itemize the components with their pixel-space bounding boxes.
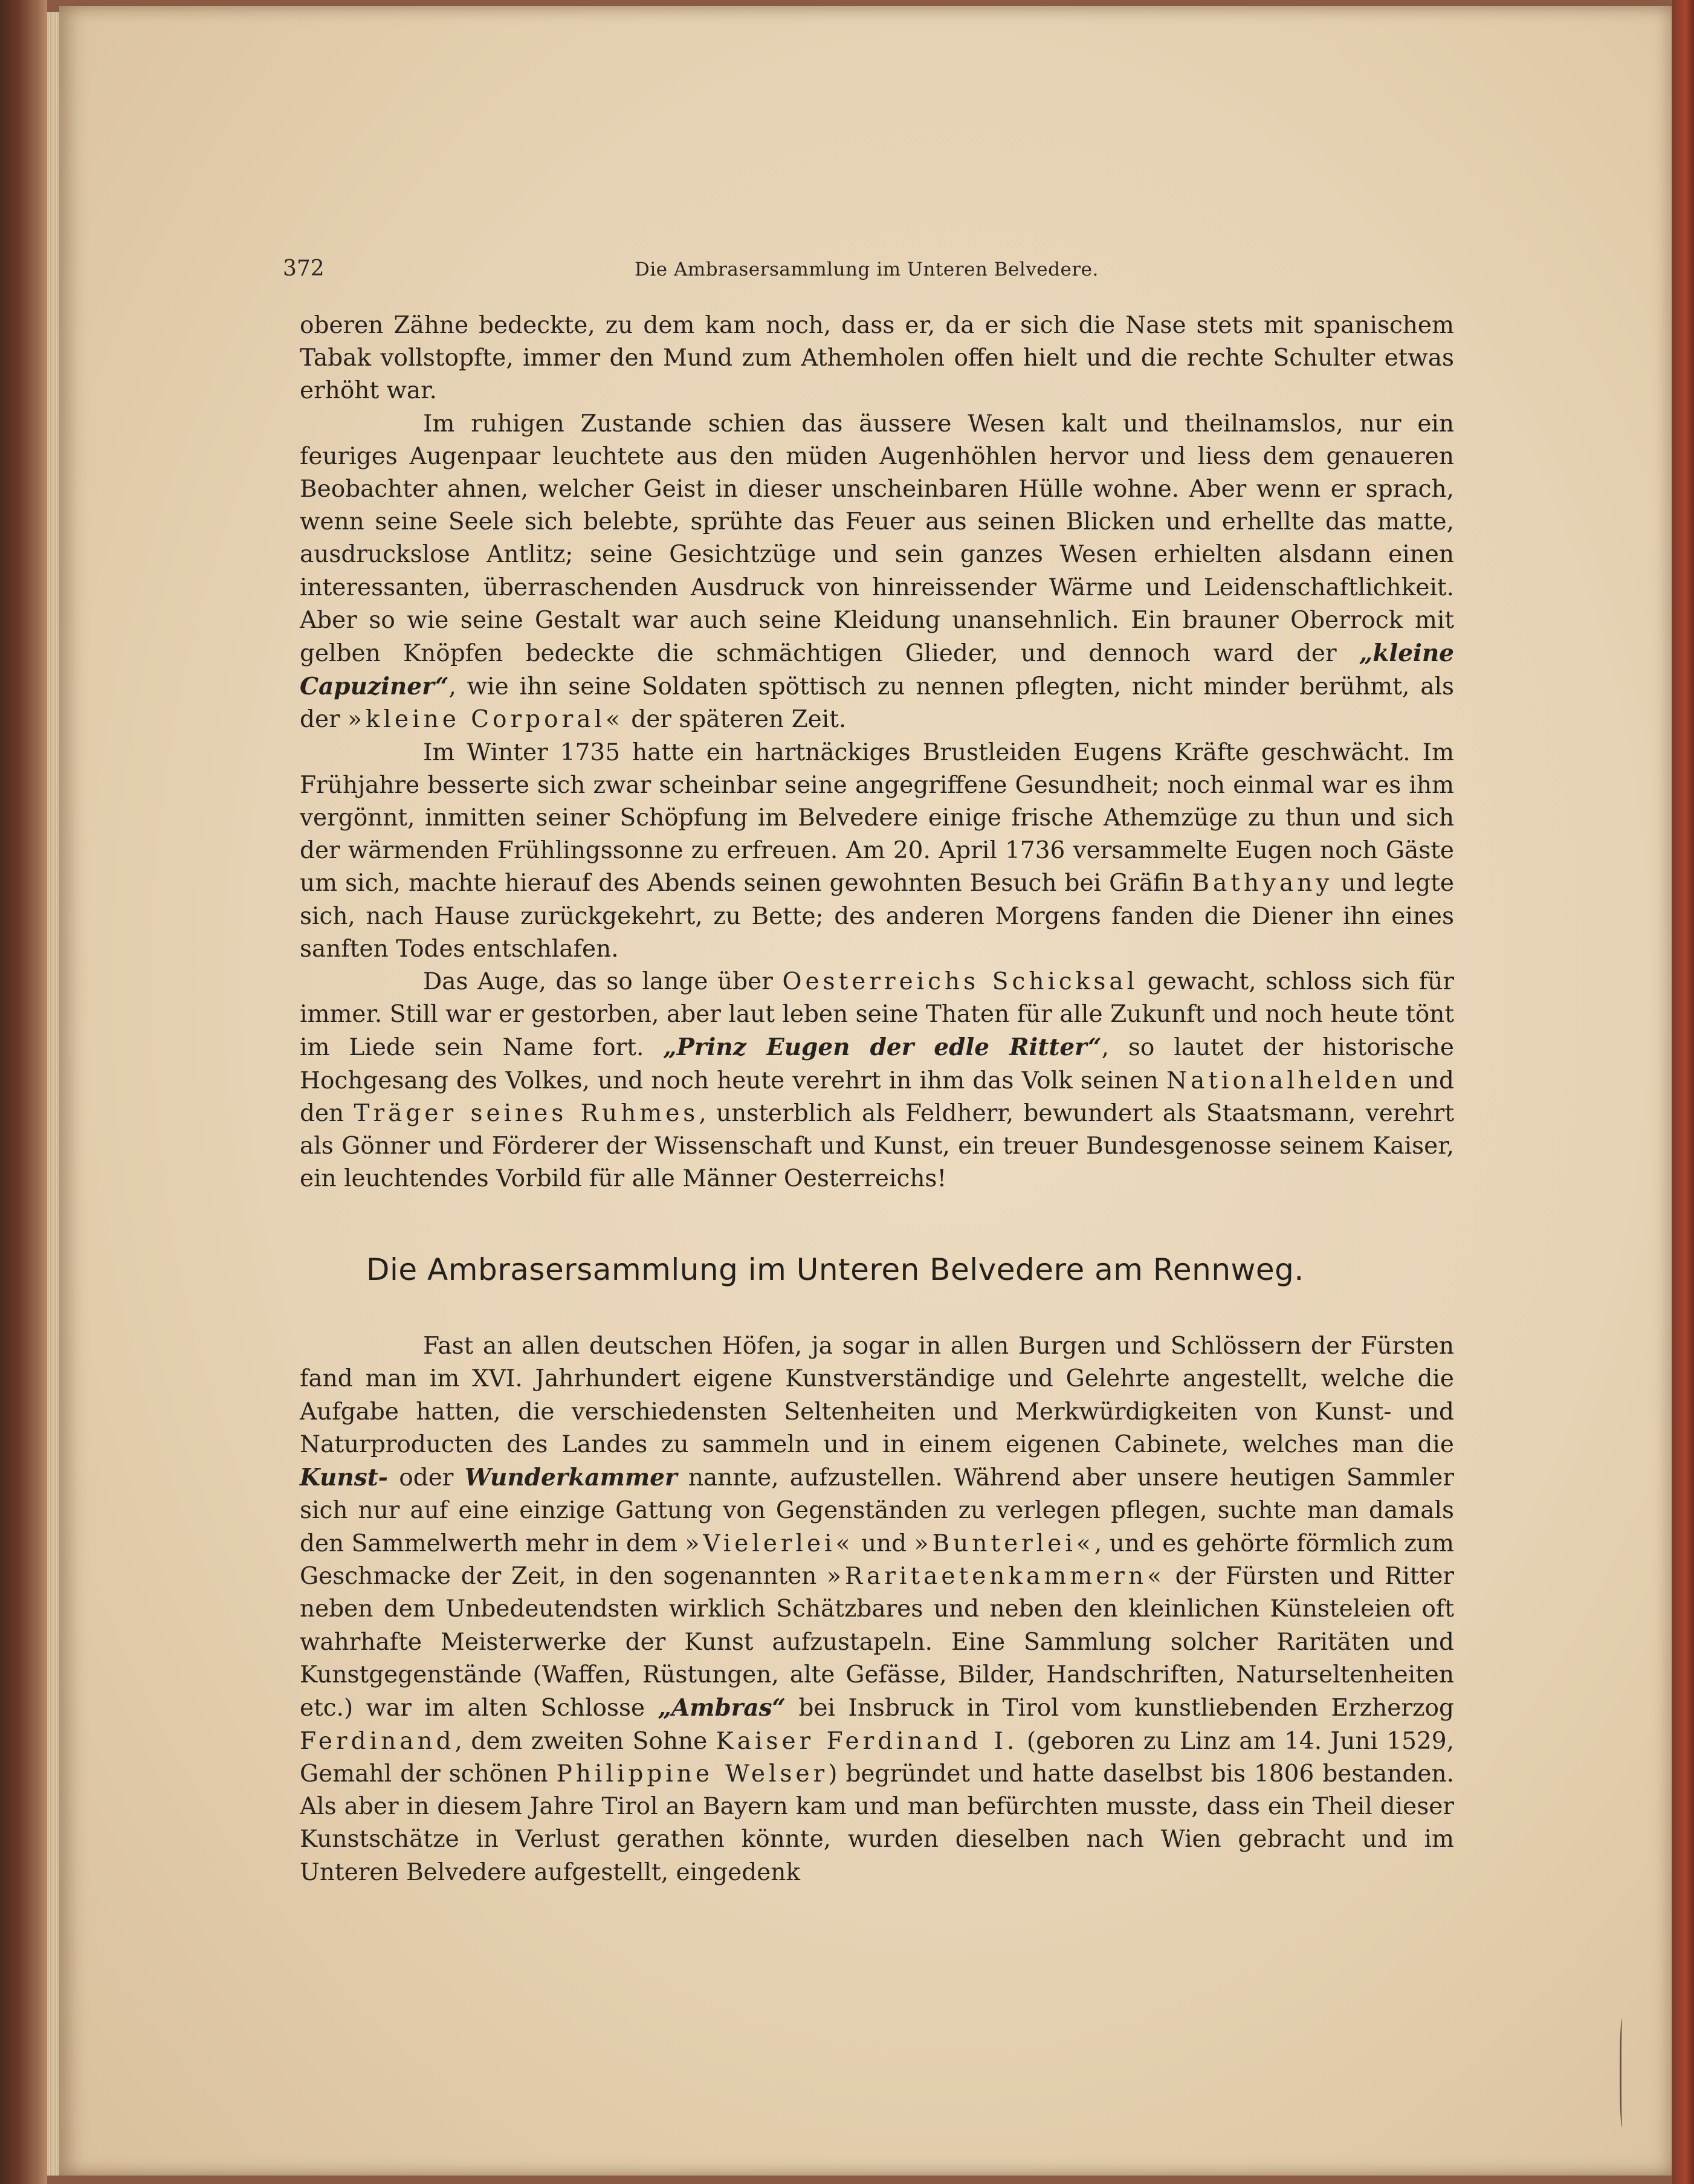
fraktur-phrase-prinz-eugen: „Prinz Eugen der edle Ritter“	[663, 1033, 1102, 1062]
paragraph-4	[300, 966, 1454, 1195]
paragraph-5	[300, 1330, 1454, 1889]
body-text-section-1	[300, 309, 1454, 1195]
fraktur-word-kunst: Kunst-	[300, 1464, 388, 1492]
paragraph-3-text: Im Winter 1735 hatte ein hartnäckiges Brustleiden Eugens Kräfte geschwächt. Im Frühjahre besserte sich zwar scheinbar seine angegriffene Gesundheit; noch einmal war es ihm vergönnt, inmitten seiner Schöpfung im Belvedere einige frische Athemzüge zu thun und sich der wärmenden Frühlingssonne zu erfreuen. Am 20. April 1736 versammelte Eugen noch Gäste um sich, machte hierauf des Abends seinen gewohnten Besuch bei Gräfin	[300, 738, 1454, 897]
running-title: Die Ambrasersammlung im Unteren Belvedere.	[635, 259, 1099, 280]
paragraph-5-text: oder	[387, 1464, 465, 1492]
paragraph-4-text: , unsterblich als Feldherr, bewundert als Staatsmann, verehrt als Gönner und Förderer der Wissenschaft und Kunst, ein treuer Bundesgenosse seinem Kaiser, ein leuchtendes Vorbild für alle Männer Oesterreichs!	[300, 1099, 1454, 1193]
paragraph-5-text: bei Insbruck in Tirol vom kunstliebenden Erzherzog	[785, 1695, 1454, 1722]
paragraph-4-text: , so lautet der historische Hochgesang des Volkes, und noch heute verehrt in ihm das Volk seinen	[300, 1034, 1454, 1094]
paragraph-3-text: und legte sich, nach Hause zurückgekehrt, zu Bette; des anderen Morgens fanden die Diener ihn eines sanften Todes entschlafen.	[300, 870, 1454, 963]
page-edges	[47, 12, 60, 2176]
paragraph-5-text: , dem zweiten Sohne	[454, 1727, 716, 1755]
fraktur-word-wunderkammer: Wunderkammer	[464, 1464, 677, 1492]
fraktur-word-ambras: „Ambras“	[658, 1694, 786, 1722]
spaced-name-ferdinand: Ferdinand	[300, 1727, 455, 1755]
paragraph-5-text: Fast an allen deutschen Höfen, ja sogar in allen Burgen und Schlössern der Fürsten fand man im XVI. Jahrhundert eigene Kunstverständige und Gelehrte angestellt, welche die Aufgabe hatten, die verschiedensten Seltenheiten und Merkwürdigkeiten von Kunst- und Naturproducten des Landes zu sammeln und in einem eigenen Cabinete, welches man die	[300, 1333, 1454, 1458]
spaced-name-bathyany: Bathyany	[1192, 870, 1333, 897]
paragraph-1: oberen Zähne bedeckte, zu dem kam noch, dass er, da er sich die Nase stets mit spanischem Tabak vollstopfte, immer den Mund zum Athemholen offen hielt und die rechte Schulter etwas erhöht war.	[300, 312, 1454, 405]
spaced-phrase-nationalhelden: Nationalhelden	[1166, 1067, 1401, 1094]
book-binding-right	[1672, 0, 1694, 2184]
spaced-word-bunterlei: »Bunterlei«	[914, 1530, 1094, 1557]
spaced-word-raritaetenkammern: »Raritaetenkammern«	[827, 1563, 1165, 1591]
paragraph-2-text: der späteren Zeit.	[623, 706, 847, 734]
spaced-phrase-corporal: »kleine Corporal«	[348, 706, 624, 734]
paragraph-5-text: (geboren zu Linz am 14. Juni 1529, Gemahl der schönen	[300, 1727, 1454, 1788]
margin-mark	[1620, 2018, 1626, 2127]
spaced-phrase-traeger: Träger seines Ruhmes	[354, 1099, 699, 1127]
spaced-phrase-schicksal: Oesterreichs Schicksal	[782, 968, 1139, 996]
paragraph-5-text: nannte, aufzustellen. Während aber unsere heutigen Sammler sich nur auf eine einzige Gattung von Gegenständen zu verlegen pflegen, suchte man damals den Sammelwerth mehr in dem	[300, 1464, 1454, 1557]
fraktur-phrase-capuziner: „kleine Capuziner“	[300, 639, 1454, 701]
paragraph-2-text: , wie ihn seine Soldaten spöttisch zu nennen pflegten, nicht minder berühmt, als der	[300, 673, 1454, 734]
book-binding-left	[0, 0, 47, 2184]
paragraph-5-text: und	[853, 1530, 914, 1557]
paragraph-2	[300, 408, 1454, 737]
section-heading: Die Ambrasersammlung im Unteren Belvedere am Rennweg.	[366, 1252, 1304, 1287]
paragraph-4-text: und den	[300, 1067, 1454, 1127]
paragraph-3	[300, 737, 1454, 966]
paragraph-5-text: ) begründet und hatte daselbst bis 1806 bestanden. Als aber in diesem Jahre Tirol an Bayern kam und man befürchten musste, dass ein Theil dieser Kunstschätze in Verlust gerathen könnte, wurden dieselben nach Wien gebracht und im Unteren Belvedere aufgestellt, eingedenk	[300, 1760, 1454, 1886]
paragraph-5-text: , und es gehörte förmlich zum Geschmacke der Zeit, in den sogenannten	[300, 1530, 1455, 1591]
spaced-name-kaiser-ferdinand: Kaiser Ferdinand I.	[716, 1727, 1018, 1755]
paragraph-4-text: gewacht, schloss sich für immer. Still war er gestorben, aber laut leben seine Thaten für alle Zukunft und noch heute tönt im Liede sein Name fort.	[300, 968, 1454, 1062]
body-text-section-2	[300, 1307, 1454, 1913]
spaced-word-vielerlei: »Vielerlei«	[685, 1530, 854, 1557]
running-head	[283, 256, 1467, 292]
page-number: 372	[283, 256, 325, 281]
paragraph-4-text: Das Auge, das so lange über	[423, 968, 783, 996]
spaced-name-philippine-welser: Philippine Welser	[556, 1760, 829, 1788]
paragraph-5-text: der Fürsten und Ritter neben dem Unbedeutendsten wirklich Schätzbares und neben den kleinlichen Künsteleien oft wahrhafte Meisterwerke der Kunst aufzustapeln. Eine Sammlung solcher Raritäten und Kunstgegenstände (Waffen, Rüstungen, alte Gefässe, Bilder, Handschriften, Naturseltenheiten etc.) war im alten Schlosse	[300, 1563, 1454, 1722]
paragraph-2-text: Im ruhigen Zustande schien das äussere Wesen kalt und theilnamslos, nur ein feuriges Augenpaar leuchtete aus den müden Augenhöhlen hervor und liess dem genaueren Beobachter ahnen, welcher Geist in dieser unscheinbaren Hülle wohne. Aber wenn er sprach, wenn seine Seele sich belebte, sprühte das Feuer aus seinen Blicken und erhellte das matte, ausdruckslose Antlitz; seine Gesichtzüge und sein ganzes Wesen erhielten alsdann einen interessanten, überraschenden Ausdruck von hinreissender Wärme und Leidenschaftlichkeit. Aber so wie seine Gestalt war auch seine Kleidung unansehnlich. Ein brauner Oberrock mit gelben Knöpfen bedeckte die schmächtigen Glieder, und dennoch ward der	[300, 410, 1454, 668]
